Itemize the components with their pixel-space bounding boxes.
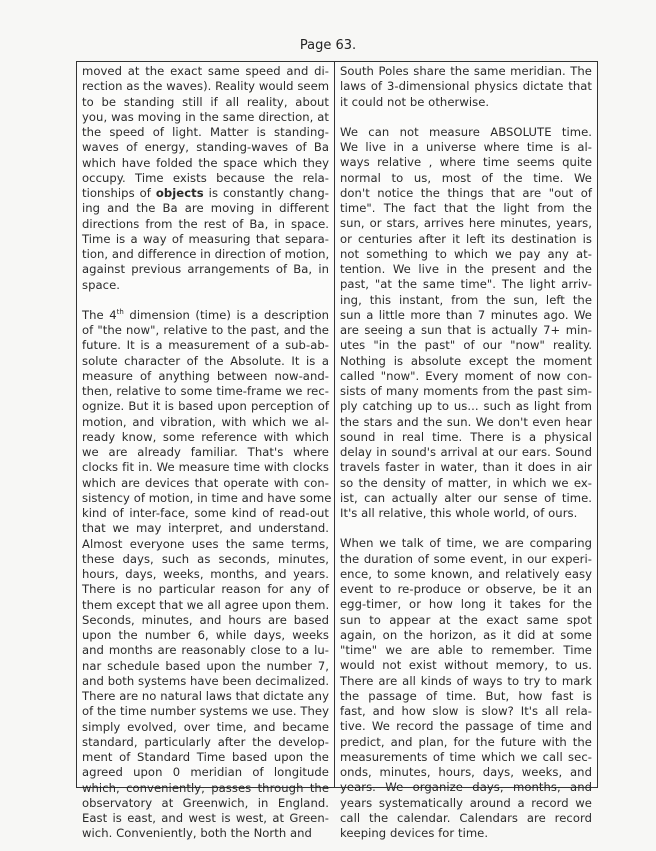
text-line: onds, minutes, hours, days, weeks, and	[340, 765, 592, 779]
text-line: kind of inter-face, some kind of read-out	[82, 506, 329, 520]
text-line: sound in real time. There is a physical	[340, 429, 592, 444]
text-line: call the calendar. Calendars are record	[340, 810, 592, 825]
text-line: the stars and the sun. We don't even hear	[340, 414, 592, 429]
text-line: There are all kinds of ways to try to mark	[340, 673, 592, 688]
text-line: you, was moving in the same direction, at	[82, 109, 329, 124]
text-line: the passage of time. But, how fast is	[340, 688, 592, 703]
text-line: predict, and plan, for the future with the	[340, 734, 592, 749]
text-line: occupy. Time exists because the rela-	[82, 170, 329, 185]
text-line: normal to us, most of the time. We	[340, 170, 592, 185]
text-line: directions from the rest of Ba, in space.	[82, 216, 329, 231]
text-line: that we may interpret, and understand.	[82, 521, 329, 536]
text-line: sists of many moments from the past sim-	[340, 384, 592, 398]
text-line: motion, and vibration, with which we al-	[82, 414, 329, 429]
text-line: to be standing still if all reality, about	[82, 94, 329, 109]
text-line: nar schedule based upon the number 7,	[82, 658, 329, 673]
text-line: future. It is a measurement of a sub-ab-	[82, 338, 329, 353]
text-line: past, "at the same time". The light arriv-	[340, 277, 592, 292]
text-line: wich. Conveniently, both the North and	[82, 826, 312, 841]
text-line: Time is a way of measuring that separa-	[82, 231, 329, 246]
text-line: measurements of time which we call sec-	[340, 749, 592, 764]
text-line: tive. We record the passage of time and	[340, 719, 592, 734]
text-line: sun a little more than 7 minutes ago. We	[340, 307, 592, 322]
text-line: laws of 3-dimensional physics dictate that	[340, 79, 592, 94]
text-line: simply evolved, over time, and became	[82, 719, 329, 734]
paragraph	[340, 125, 592, 522]
text-line: don't notice the things that are "out of	[340, 185, 592, 200]
text-line: of "the now", relative to the past, and the	[82, 323, 329, 337]
text-line: then, relative to some time-frame we rec-	[82, 384, 329, 398]
text-line: When we talk of time, we are comparing	[340, 536, 592, 551]
text-line: ready know, some reference with which	[82, 429, 329, 444]
text-line: which are devices that operate with con-	[82, 475, 329, 490]
text-line: There are no natural laws that dictate any	[82, 689, 329, 703]
text-line: so the density of matter, in which we ex-	[340, 475, 592, 490]
text-line: not something to which we pay any at-	[340, 246, 592, 261]
text-line: tion, and difference in direction of motion,	[82, 247, 330, 261]
text-line: moved at the exact same speed and di-	[82, 64, 329, 78]
text-line: of the time number systems we use. They	[82, 704, 329, 719]
paragraph	[82, 64, 329, 293]
text-line: fast, and how slow is slow? It's all rela-	[340, 704, 592, 718]
text-line: are seeing a sun that is actually 7+ min-	[340, 323, 592, 337]
text-line: sun to appear at the exact same spot	[340, 612, 592, 627]
text-line: standard, particularly after the develop-	[82, 734, 329, 749]
text-line: these days, such as seconds, minutes,	[82, 551, 329, 566]
text-line: ognize. But it is based upon perception of	[82, 399, 329, 414]
text-line: tionships of objects is constantly chang-	[82, 186, 329, 200]
text-line: again, on the horizon, as it did at some	[340, 627, 592, 642]
text-line: ways relative , where time seems quite	[340, 155, 592, 170]
superscript: th	[116, 307, 124, 316]
text-line: ply catching up to us... such as light from	[340, 399, 592, 414]
text-line: event to re-produce or observe, be it an	[340, 582, 592, 596]
left-column	[77, 62, 335, 841]
text-line: solute character of the Absolute. It is a	[82, 353, 329, 368]
text-line: against previous arrangements of Ba, in	[82, 262, 329, 277]
text-line: years systematically around a record we	[340, 795, 592, 810]
text-line: ment of Standard Time based upon the	[82, 750, 329, 764]
paragraph	[340, 536, 592, 841]
text-line: them except that we all agree upon them.	[82, 597, 330, 612]
text-line: observatory at Greenwich, in England.	[82, 795, 329, 810]
text-line: rection as the waves). Reality would seem	[82, 79, 330, 94]
text-line: sun, or stars, arrives here minutes, years,	[340, 216, 592, 231]
text-line: egg-timer, or how long it takes for the	[340, 597, 592, 612]
text-line: The 4th dimension (time) is a description	[82, 307, 329, 322]
text-line: or centuries after it left its destination is	[340, 231, 592, 246]
text-line: We live in a universe where time is al-	[340, 140, 592, 154]
text-line: waves of energy, standing-waves of Ba	[82, 140, 329, 155]
text-line: "time" we are able to remember. Time	[340, 643, 592, 657]
text-line: the duration of some event, in our experi-	[340, 551, 592, 566]
text-line: sistency of motion, in time and have some	[82, 490, 332, 505]
text-line: which, conveniently, passes through the	[82, 780, 329, 795]
text-line: We can not measure ABSOLUTE time.	[340, 124, 592, 139]
text-line: time". The fact that the light from the	[340, 201, 592, 215]
text-line: agreed upon 0 meridian of longitude	[82, 765, 329, 780]
text-line: upon the number 6, while days, weeks	[82, 628, 329, 642]
text-line: we are already familiar. That's where	[82, 445, 329, 459]
text-frame	[76, 61, 598, 841]
text-line: travels faster in water, than it does in air	[340, 460, 592, 475]
text-line: ing and the Ba are moving in different	[82, 201, 329, 216]
right-column	[335, 62, 597, 840]
text-line: There is no particular reason for any of	[82, 582, 329, 597]
text-line: clocks fit in. We measure time with clocks	[82, 460, 329, 475]
text-line: delay in sound's arrival at our ears. Sound	[340, 445, 592, 459]
text-line: Nothing is absolute except the moment	[340, 353, 592, 368]
text-line: and both systems have been decimalized.	[82, 673, 330, 688]
text-line: which have folded the space which they	[82, 155, 329, 170]
text-line: Seconds, minutes, and hours are based	[82, 612, 329, 627]
text-line: space.	[82, 277, 120, 292]
text-line: It's all relative, this whole world, of ours.	[340, 506, 578, 520]
text-line: measure of anything between now-and-	[82, 368, 329, 383]
text-line: called "now". Every moment of now con-	[340, 368, 592, 383]
text-line: ist, can actually alter our sense of time.	[340, 490, 592, 505]
text-line: utes "in the past" of our "now" reality.	[340, 338, 592, 353]
text-line: hours, days, weeks, months, and years.	[82, 567, 329, 581]
text-line: ence, to some known, and relatively easy	[340, 566, 592, 581]
text-line: would not exist without memory, to us.	[340, 658, 592, 673]
text-line: the speed of light. Matter is standing-	[82, 125, 329, 139]
text-line: and months are reasonably close to a lu-	[82, 643, 329, 658]
text-line: ing, this instant, from the sun, left the	[340, 292, 592, 307]
text-line: Almost everyone uses the same terms,	[82, 536, 329, 551]
text-line: years. We organize days, months, and	[340, 780, 592, 795]
text-line: South Poles share the same meridian. The	[340, 64, 592, 78]
text-line: keeping devices for time.	[340, 826, 489, 840]
emphasized-word: objects	[155, 186, 204, 200]
text-line: tention. We live in the present and the	[340, 262, 592, 276]
page-title: Page 63.	[299, 38, 357, 53]
text-line: East is east, and west is west, at Green-	[82, 811, 329, 825]
paragraph	[82, 307, 332, 842]
paragraph	[340, 64, 592, 110]
text-line: it could not be otherwise.	[340, 94, 490, 109]
